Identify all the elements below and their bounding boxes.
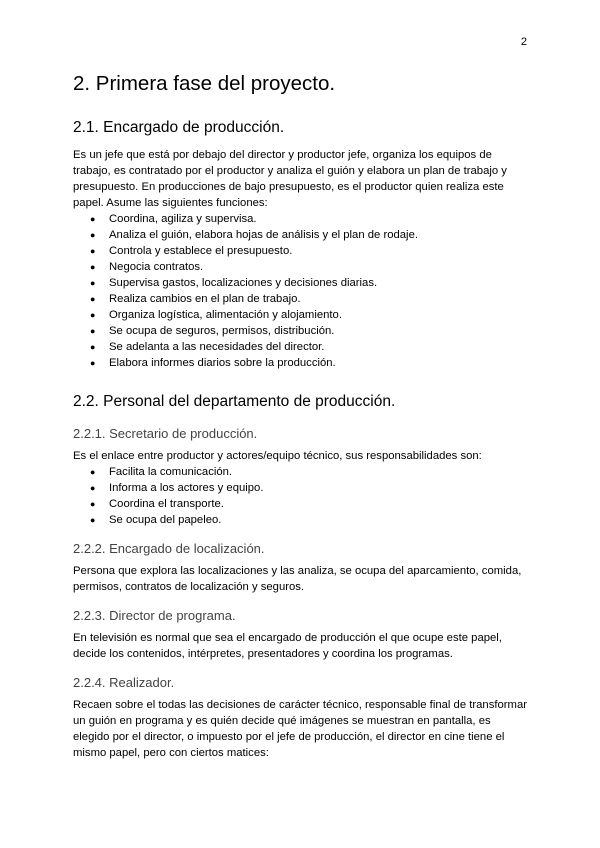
bullet-icon: ●: [90, 310, 96, 320]
list-item: [73, 496, 528, 512]
bullet-icon: ●: [90, 467, 96, 477]
section-2-2-1-title: 2.2.1. Secretario de producción.: [73, 426, 258, 441]
section-2-1: [73, 117, 528, 371]
section-2-2-3-paragraph: En televisión es normal que sea el encargado de producción el que ocupe este papel, decide los contenidos, intérpretes, presentadores y coordina los programas.: [73, 632, 502, 660]
bullet-icon: ●: [90, 358, 96, 368]
section-2-2-2-paragraph: Persona que explora las localizaciones y las analiza, se ocupa del aparcamiento, comida, permisos, contratos de localización y seguros.: [73, 565, 522, 593]
list-item: [73, 275, 528, 291]
list-item-text: Se ocupa de seguros, permisos, distribución.: [109, 325, 335, 337]
list-item: [73, 259, 528, 275]
bullet-icon: ●: [90, 483, 96, 493]
list-item-text: Supervisa gastos, localizaciones y decisiones diarias.: [109, 277, 378, 289]
section-2-2-3-title: 2.2.3. Director de programa.: [73, 608, 236, 623]
list-item: [73, 339, 528, 355]
functions-list: [73, 211, 528, 371]
section-2-2-2-title: 2.2.2. Encargado de localización.: [73, 541, 265, 556]
section-2-2-1-paragraph: Es el enlace entre productor y actores/equipo técnico, sus responsabilidades son:: [73, 450, 482, 462]
bullet-icon: ●: [90, 515, 96, 525]
bullet-icon: ●: [90, 214, 96, 224]
list-item: [73, 291, 528, 307]
section-2-2-title: 2.2. Personal del departamento de producción.: [73, 393, 396, 410]
page-title: 2. Primera fase del proyecto.: [73, 72, 336, 95]
document-body: [73, 70, 528, 761]
section-2-2: [73, 391, 528, 761]
list-item: [73, 227, 528, 243]
bullet-icon: ●: [90, 326, 96, 336]
bullet-icon: ●: [90, 246, 96, 256]
list-item-text: Controla y establece el presupuesto.: [109, 245, 293, 257]
list-item: [73, 323, 528, 339]
list-item: [73, 355, 528, 371]
list-item: [73, 211, 528, 227]
list-item-text: Negocia contratos.: [109, 261, 204, 273]
list-item-text: Realiza cambios en el plan de trabajo.: [109, 293, 301, 305]
bullet-icon: ●: [90, 499, 96, 509]
list-item-text: Coordina el transporte.: [109, 498, 224, 510]
bullet-icon: ●: [90, 294, 96, 304]
section-2-2-4-title: 2.2.4. Realizador.: [73, 675, 175, 690]
bullet-icon: ●: [90, 230, 96, 240]
list-item-text: Se adelanta a las necesidades del director.: [109, 341, 325, 353]
page-number: 2: [520, 36, 527, 48]
list-item: [73, 243, 528, 259]
section-2-1-title: 2.1. Encargado de producción.: [73, 119, 285, 136]
list-item: [73, 512, 528, 528]
list-item-text: Elabora informes diarios sobre la producción.: [109, 357, 336, 369]
list-item-text: Facilita la comunicación.: [109, 466, 233, 478]
bullet-icon: ●: [90, 278, 96, 288]
list-item: [73, 480, 528, 496]
list-item: [73, 307, 528, 323]
bullet-icon: ●: [90, 342, 96, 352]
bullet-icon: ●: [90, 262, 96, 272]
section-2-1-paragraph: Es un jefe que está por debajo del director y productor jefe, organiza los equipos de trabajo, es contratado por el productor y analiza el guión y elabora un plan de trabajo y presupuesto. En producciones de bajo presupuesto, es el productor quien realiza este papel. Asume las siguientes funciones:: [73, 149, 507, 209]
list-item-text: Informa a los actores y equipo.: [109, 482, 264, 494]
list-item-text: Analiza el guión, elabora hojas de análisis y el plan de rodaje.: [109, 229, 418, 241]
responsibilities-list: [73, 464, 528, 528]
section-2-2-4-paragraph: Recaen sobre el todas las decisiones de carácter técnico, responsable final de transformar un guión en programa y es quién decide qué imágenes se muestran en pantalla, es elegido por el director, o impuesto por el jefe de producción, el director en cine tiene el mismo papel, pero con ciertos matices:: [73, 699, 528, 759]
list-item-text: Organiza logística, alimentación y alojamiento.: [109, 309, 342, 321]
list-item: [73, 464, 528, 480]
list-item-text: Coordina, agiliza y supervisa.: [109, 213, 257, 225]
list-item-text: Se ocupa del papeleo.: [109, 514, 222, 526]
